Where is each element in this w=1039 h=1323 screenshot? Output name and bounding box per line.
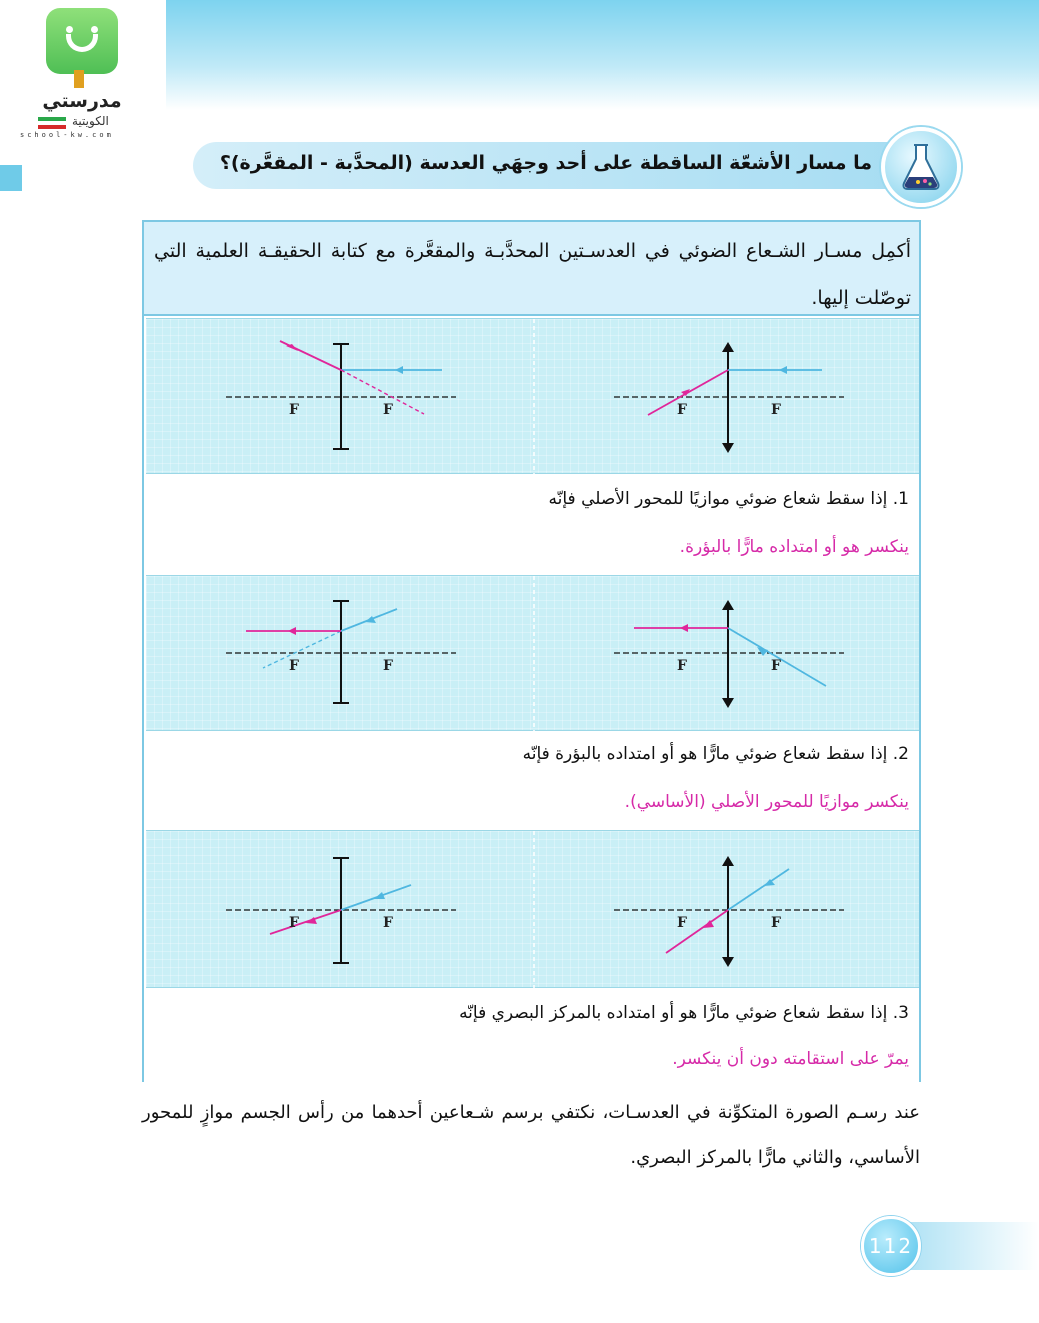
svg-text:F: F	[289, 658, 299, 674]
answer-3: يمرّ على استقامته دون أن ينكسر.	[672, 1049, 909, 1069]
convex-lens-diagram-3	[614, 856, 844, 967]
diagram-row-3	[146, 830, 919, 988]
svg-text:F: F	[383, 402, 393, 418]
convex-lens-diagram-1	[614, 342, 844, 453]
instruction-text: أكمِل مسـار الشـعاع الضوئي في العدسـتين المحدَّبـة والمقعَّرة مع كتابة الحقيقـة العلمية التي توصّلت إليها.	[144, 222, 919, 316]
svg-text:F: F	[677, 658, 687, 674]
svg-text:F: F	[771, 402, 781, 418]
svg-text:F: F	[677, 915, 687, 931]
logo	[18, 8, 158, 140]
summary-paragraph: عند رسـم الصورة المتكوِّنة في العدسـات، نكتفي برسم شـعاعين أحدهما من رأس الجسم موازٍ للمحور الأساسي، والثاني مارًّا بالمركز البصري.	[142, 1102, 920, 1168]
svg-text:F: F	[289, 915, 299, 931]
concave-lens-diagram-3	[226, 858, 456, 963]
question-3: 3. إذا سقط شعاع ضوئي مارًّا هو أو امتداده بالمركز البصري فإنّه	[459, 1003, 909, 1023]
svg-text:F: F	[677, 402, 687, 418]
question-1: 1. إذا سقط شعاع ضوئي موازيًا للمحور الأصلي فإنّه	[548, 489, 909, 509]
diagram-row-1	[146, 318, 919, 474]
answer-block-3	[144, 989, 919, 1084]
concave-lens-diagram-2	[226, 601, 456, 703]
flask-icon	[881, 127, 961, 207]
exercise-box	[142, 220, 921, 1082]
svg-text:F: F	[771, 658, 781, 674]
question-2: 2. إذا سقط شعاع ضوئي مارًّا هو أو امتداده بالبؤرة فإنّه	[522, 744, 909, 764]
diagram-row-2	[146, 575, 919, 731]
svg-text:F: F	[383, 658, 393, 674]
kuwait-flag-icon	[38, 117, 66, 129]
svg-text:F: F	[289, 402, 299, 418]
logo-name: مدرستي	[42, 90, 122, 112]
svg-text:F: F	[383, 915, 393, 931]
answer-block-1	[144, 475, 919, 575]
answer-1: ينكسر هو أو امتداده مارًّا بالبؤرة.	[679, 537, 909, 557]
logo-subtitle: الكويتية	[72, 114, 109, 128]
page-number: 112	[861, 1216, 921, 1276]
side-marker	[0, 165, 22, 191]
concave-lens-diagram-1	[226, 341, 456, 449]
convex-lens-diagram-2	[614, 600, 844, 708]
answer-block-2	[144, 732, 919, 830]
header-band	[166, 0, 1039, 110]
svg-text:F: F	[771, 915, 781, 931]
page-title: ما مسار الأشعّة الساقطة على أحد وجهَي العدسة (المحدَّبة - المقعَّرة)؟	[219, 152, 872, 174]
logo-url: school-kw.com	[20, 131, 114, 139]
logo-badge	[46, 8, 118, 74]
answer-2: ينكسر موازيًا للمحور الأصلي (الأساسي).	[624, 792, 909, 812]
